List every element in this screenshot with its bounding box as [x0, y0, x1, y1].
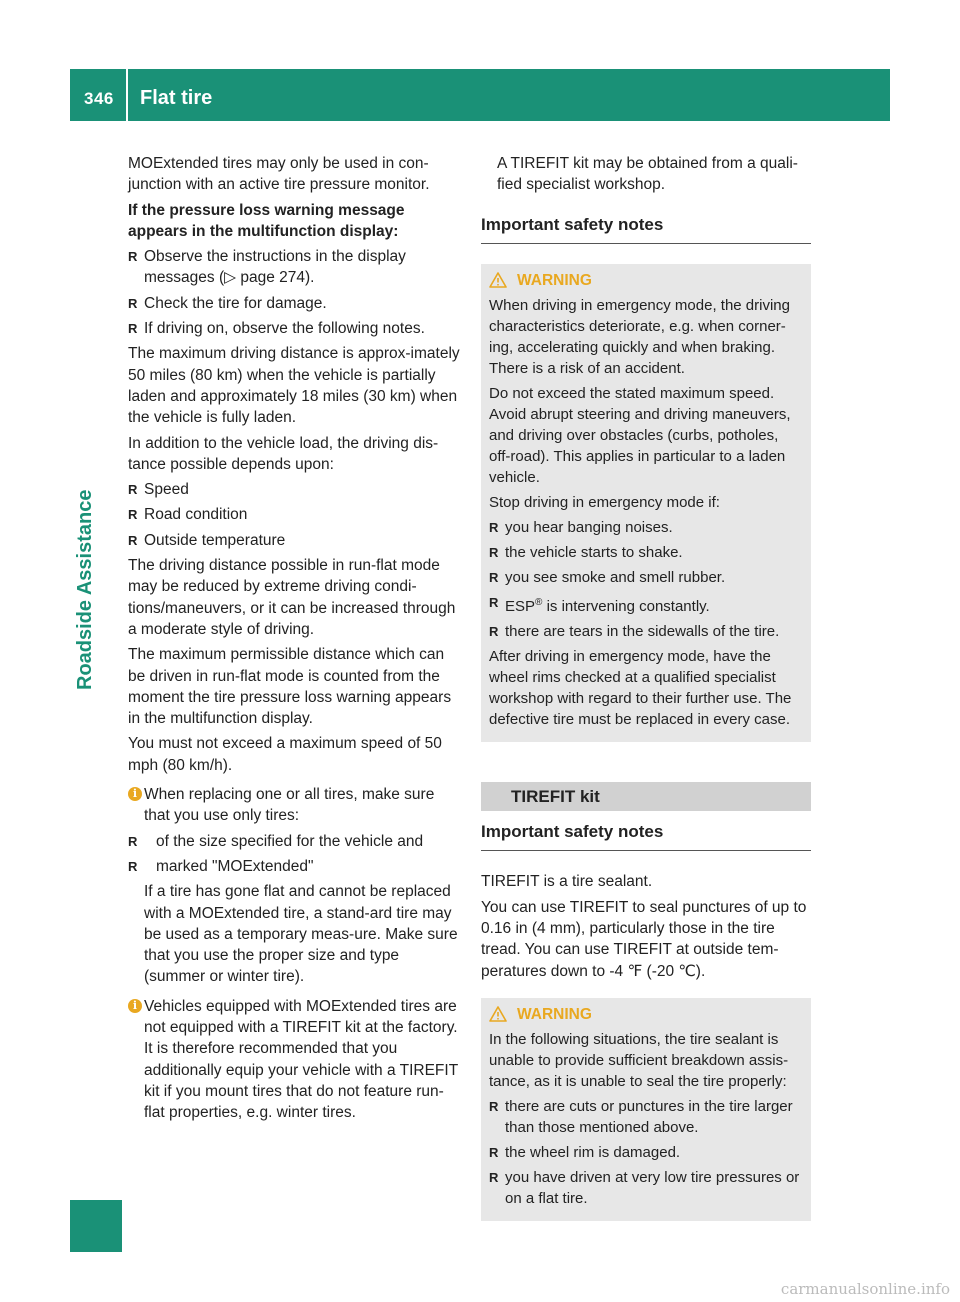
warning-text: In the following situations, the tire sealant is unable to provide sufficient breakdown assis-tance, as it is unable to seal the tire properly: — [489, 1030, 789, 1090]
list-item-text: marked "MOExtended" — [156, 857, 314, 875]
warning-title: WARNING — [517, 1005, 592, 1023]
info-text: Vehicles equipped with MOExtended tires are not equipped with a TIREFIT kit at the factory. It is therefore recommended that you additionally equip your vehicle with a TIREFIT kit if you mount tires that do not feature run-flat properties, e.g. winter tires. — [144, 997, 458, 1122]
tirefit-kit-bar: TIREFIT kit — [481, 782, 811, 811]
paragraph: In addition to the vehicle load, the driving dis-tance possible depends upon: — [128, 434, 439, 473]
registered-mark: ® — [535, 596, 543, 608]
warning-icon — [489, 272, 507, 288]
list-item: R you have driven at very low tire pressures or on a flat tire. — [489, 1167, 803, 1209]
header-divider — [126, 69, 128, 121]
list-item: R If driving on, observe the following notes. — [128, 318, 460, 339]
warning-box — [481, 264, 811, 742]
list-item — [128, 856, 460, 877]
info-text: When replacing one or all tires, make sure that you use only tires: — [144, 786, 435, 825]
section-heading: Important safety notes — [481, 821, 811, 851]
list-item: R the vehicle starts to shake. — [489, 542, 803, 563]
page-number: 346 — [84, 89, 114, 108]
section-heading: Important safety notes — [481, 214, 811, 244]
list-item: R there are tears in the sidewalls of the tire. — [489, 621, 803, 642]
paragraph: You can use TIREFIT to seal punctures of up to 0.16 in (4 mm), particularly those in the tire tread. You can use TIREFIT at outside tem-peratures down to -4 ℉ (-20 ℃). — [481, 898, 807, 980]
left-column — [128, 153, 460, 1127]
list-item — [489, 592, 803, 617]
list-item — [128, 246, 460, 289]
paragraph: TIREFIT is a tire sealant. — [481, 873, 653, 891]
header-bar — [70, 69, 890, 121]
info-icon: i — [128, 787, 142, 801]
info-note — [128, 784, 460, 827]
warning-title: WARNING — [517, 271, 592, 289]
warning-box — [481, 998, 811, 1221]
paragraph: A TIREFIT kit may be obtained from a quali-fied specialist workshop. — [497, 155, 798, 194]
side-tab-label: Roadside Assistance — [74, 489, 96, 690]
info-note — [128, 996, 460, 1124]
warning-text: Do not exceed the stated maximum speed. Avoid abrupt steering and driving maneuvers, and driving over obstacles (curbs, potholes, off-road). This applies in particular to a laden vehicle. — [489, 384, 791, 486]
info-icon: i — [128, 999, 142, 1013]
section-title: Flat tire — [140, 87, 213, 109]
side-block — [70, 1200, 122, 1252]
list-item-text: of the size specified for the vehicle and — [156, 832, 424, 850]
esp-label: ESP — [505, 597, 536, 615]
bold-heading: If the pressure loss warning message appears in the multifunction display: — [128, 201, 405, 240]
list-item — [128, 831, 460, 852]
footer-watermark[interactable]: carmanualsonline.info — [780, 1280, 950, 1298]
warning-header — [489, 1004, 803, 1025]
warning-header — [489, 270, 803, 291]
side-tab — [70, 130, 122, 720]
paragraph: You must not exceed a maximum speed of 50 mph (80 km/h). — [128, 735, 442, 774]
right-column — [481, 153, 811, 1233]
paragraph: The driving distance possible in run-flat mode may be reduced by extreme driving condi-tions/maneuvers, or it can be increased through a moderate style of driving. — [128, 557, 456, 638]
warning-icon — [489, 1006, 507, 1022]
list-item: R you see smoke and smell rubber. — [489, 567, 803, 588]
warning-text: After driving in emergency mode, have the wheel rims checked at a qualified specialist workshop with regard to their further use. The defective tire must be replaced in every case. — [489, 647, 792, 728]
warning-text: When driving in emergency mode, the driving characteristics deteriorate, e.g. when corner-ing, accelerating quickly and when braking. There is a risk of an accident. — [489, 296, 790, 377]
list-item: R there are cuts or punctures in the tire larger than those mentioned above. — [489, 1096, 803, 1138]
list-item: R Check the tire for damage. — [128, 293, 460, 314]
list-item: R Speed — [128, 479, 460, 500]
list-item: R Outside temperature — [128, 530, 460, 551]
list-item: R the wheel rim is damaged. — [489, 1142, 803, 1163]
list-item: R you hear banging noises. — [489, 517, 803, 538]
paragraph: MOExtended tires may only be used in con-junction with an active tire pressure monitor. — [128, 155, 430, 194]
paragraph: The maximum driving distance is approx-imately 50 miles (80 km) when the vehicle is partially laden and approximately 18 miles (30 km) when the vehicle is fully laden. — [128, 345, 460, 427]
paragraph: If a tire has gone flat and cannot be replaced with a MOExtended tire, a stand-ard tire may be used as a temporary meas-ure. Make sure that you use the proper size and type (summer or winter tire). — [144, 883, 458, 986]
list-item-text: Observe the instructions in the display messages (▷ page 274). — [144, 248, 406, 287]
warning-text: Stop driving in emergency mode if: — [489, 493, 720, 511]
paragraph: The maximum permissible distance which can be driven in run-flat mode is counted from the moment the tire pressure loss warning appears in the multifunction display. — [128, 646, 452, 728]
list-item: R Road condition — [128, 504, 460, 525]
list-item-text: is intervening constantly. — [546, 597, 710, 615]
